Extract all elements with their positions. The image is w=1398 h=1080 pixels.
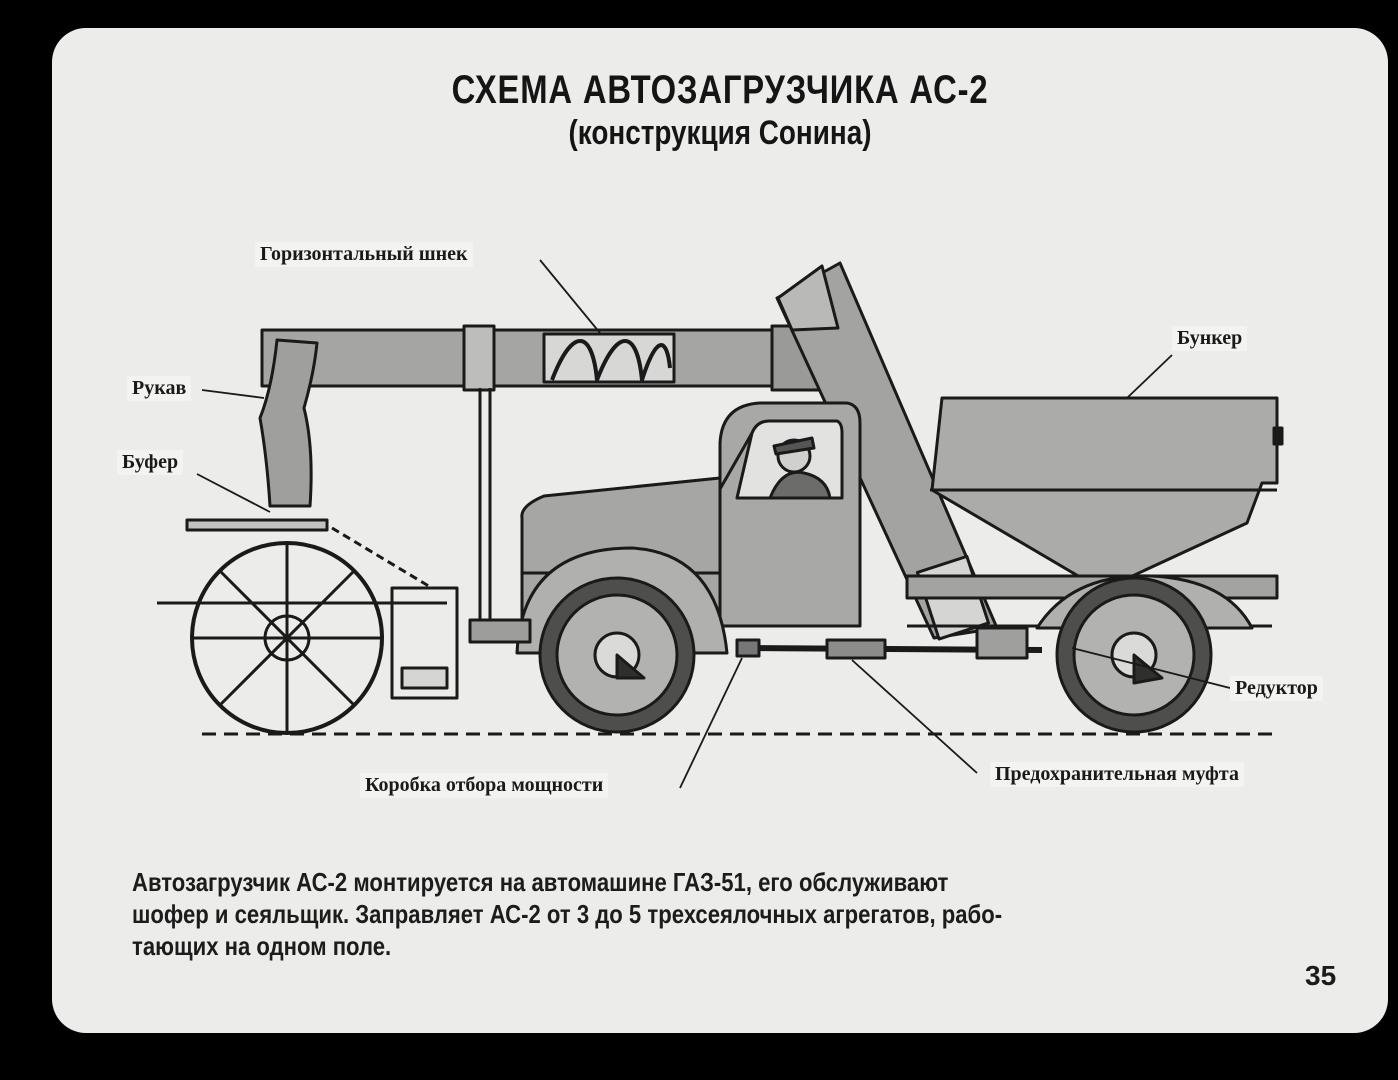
hopper xyxy=(932,398,1277,590)
label-pto-box: Коробка отбора мощности xyxy=(360,773,608,798)
reducer-box xyxy=(977,628,1027,658)
label-reducer: Редуктор xyxy=(1230,676,1323,701)
pto-box xyxy=(737,640,759,656)
buffer-plate xyxy=(187,520,327,530)
safety-clutch xyxy=(827,640,885,658)
diagram-title: СХЕМА АВТОЗАГРУЗЧИКА АС-2 xyxy=(451,68,989,112)
diagram-subtitle: (конструкция Сонина) xyxy=(568,114,872,152)
description-line-1: Автозагрузчик АС-2 монтируется на автомашине ГАЗ-51, его обслуживают xyxy=(132,867,949,897)
seeder-drill xyxy=(157,528,457,733)
slide-frame xyxy=(52,28,1388,1033)
description-line-3: тающих на одном поле. xyxy=(132,931,392,961)
auger-coupling xyxy=(464,326,494,390)
label-sleeve: Рукав xyxy=(127,376,191,401)
label-horizontal-auger: Горизонтальный шнек xyxy=(255,242,473,267)
description-text xyxy=(132,866,1297,962)
front-wheel xyxy=(540,578,694,732)
page-number: 35 xyxy=(1305,960,1337,991)
label-safety-clutch: Предохранительная муфта xyxy=(990,762,1244,787)
front-bumper xyxy=(470,620,530,642)
label-buffer: Буфер xyxy=(117,450,183,475)
description-line-2: шофер и сеяльщик. Заправляет АС-2 от 3 до 5 трехсеялочных агрегатов, рабо- xyxy=(132,899,1003,929)
rear-wheel xyxy=(1057,578,1211,732)
label-hopper: Бункер xyxy=(1172,326,1247,351)
